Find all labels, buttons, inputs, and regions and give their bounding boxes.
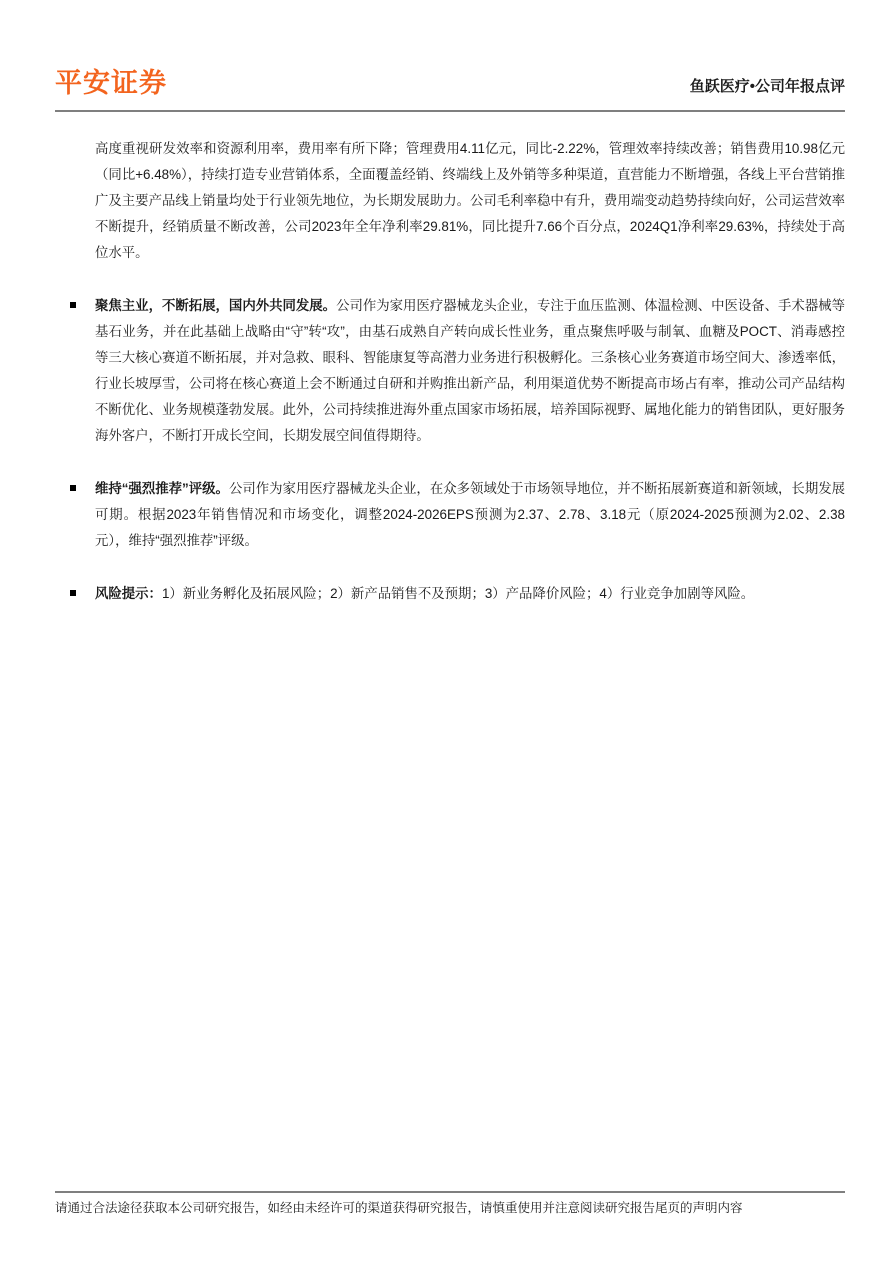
report-body bbox=[55, 136, 845, 634]
paragraph-lead: 聚焦主业，不断拓展，国内外共同发展。 bbox=[95, 298, 337, 313]
paragraph-business-focus bbox=[55, 293, 845, 449]
report-category-label: 鱼跃医疗•公司年报点评 bbox=[689, 78, 845, 95]
paragraph-text: 高度重视研发效率和资源利用率，费用率有所下降；管理费用4.11亿元，同比-2.22%，管理效率持续改善；销售费用10.98亿元（同比+6.48%），持续打造专业营销体系，全面覆盖经销、终端线上及外销等多种渠道，直营能力不断增强，各线上平台营销推广及主要产品线上销量均处于行业领先地位，为长期发展助力。公司毛利率稳中有升，费用端变动趋势持续向好，公司运营效率不断提升，经销质量不断改善，公司2023年全年净利率29.81%，同比提升7.66个百分点，2024Q1净利率29.63%，持续处于高位水平。 bbox=[95, 141, 845, 260]
paragraph-rating bbox=[55, 476, 845, 554]
paragraph-lead: 风险提示： bbox=[95, 586, 162, 601]
bullet-square-icon bbox=[70, 590, 76, 596]
header-divider bbox=[55, 110, 845, 112]
page-header bbox=[55, 70, 845, 112]
paragraph-text: 公司作为家用医疗器械龙头企业，专注于血压监测、体温检测、中医设备、手术器械等基石业务，并在此基础上战略由“守”转“攻”，由基石成熟自产转向成长性业务，重点聚焦呼吸与制氧、血糖及POCT、消毒感控等三大核心赛道不断拓展，并对急救、眼科、智能康复等高潜力业务进行积极孵化。三条核心业务赛道市场空间大、渗透率低，行业长坡厚雪，公司将在核心赛道上会不断通过自研和并购推出新产品，利用渠道优势不断提高市场占有率，推动公司产品结构不断优化、业务规模蓬勃发展。此外，公司持续推进海外重点国家市场拓展，培养国际视野、属地化能力的销售团队，更好服务海外客户，不断打开成长空间，长期发展空间值得期待。 bbox=[95, 298, 846, 443]
bullet-square-icon bbox=[70, 485, 76, 491]
paragraph-lead: 维持“强烈推荐”评级。 bbox=[95, 481, 229, 496]
page-footer bbox=[55, 1191, 845, 1218]
paragraph-operating-efficiency bbox=[55, 136, 845, 266]
bullet-square-icon bbox=[70, 302, 76, 308]
paragraph-text: 公司作为家用医疗器械龙头企业，在众多领域处于市场领导地位，并不断拓展新赛道和新领域，长期发展可期。根据2023年销售情况和市场变化，调整2024-2026EPS预测为2.37、2.78、3.18元（原2024-2025预测为2.02、2.38元），维持“强烈推荐”评级。 bbox=[95, 481, 846, 548]
paragraph-risk-warning bbox=[55, 581, 845, 607]
pingan-securities-logo: 平安证券 bbox=[55, 68, 167, 98]
paragraph-text: 1）新业务孵化及拓展风险；2）新产品销售不及预期；3）产品降价风险；4）行业竞争加剧等风险。 bbox=[161, 586, 755, 601]
footer-disclaimer: 请通过合法途径获取本公司研究报告，如经由未经许可的渠道获得研究报告，请慎重使用并注意阅读研究报告尾页的声明内容 bbox=[55, 1201, 743, 1215]
header-row bbox=[55, 70, 845, 97]
